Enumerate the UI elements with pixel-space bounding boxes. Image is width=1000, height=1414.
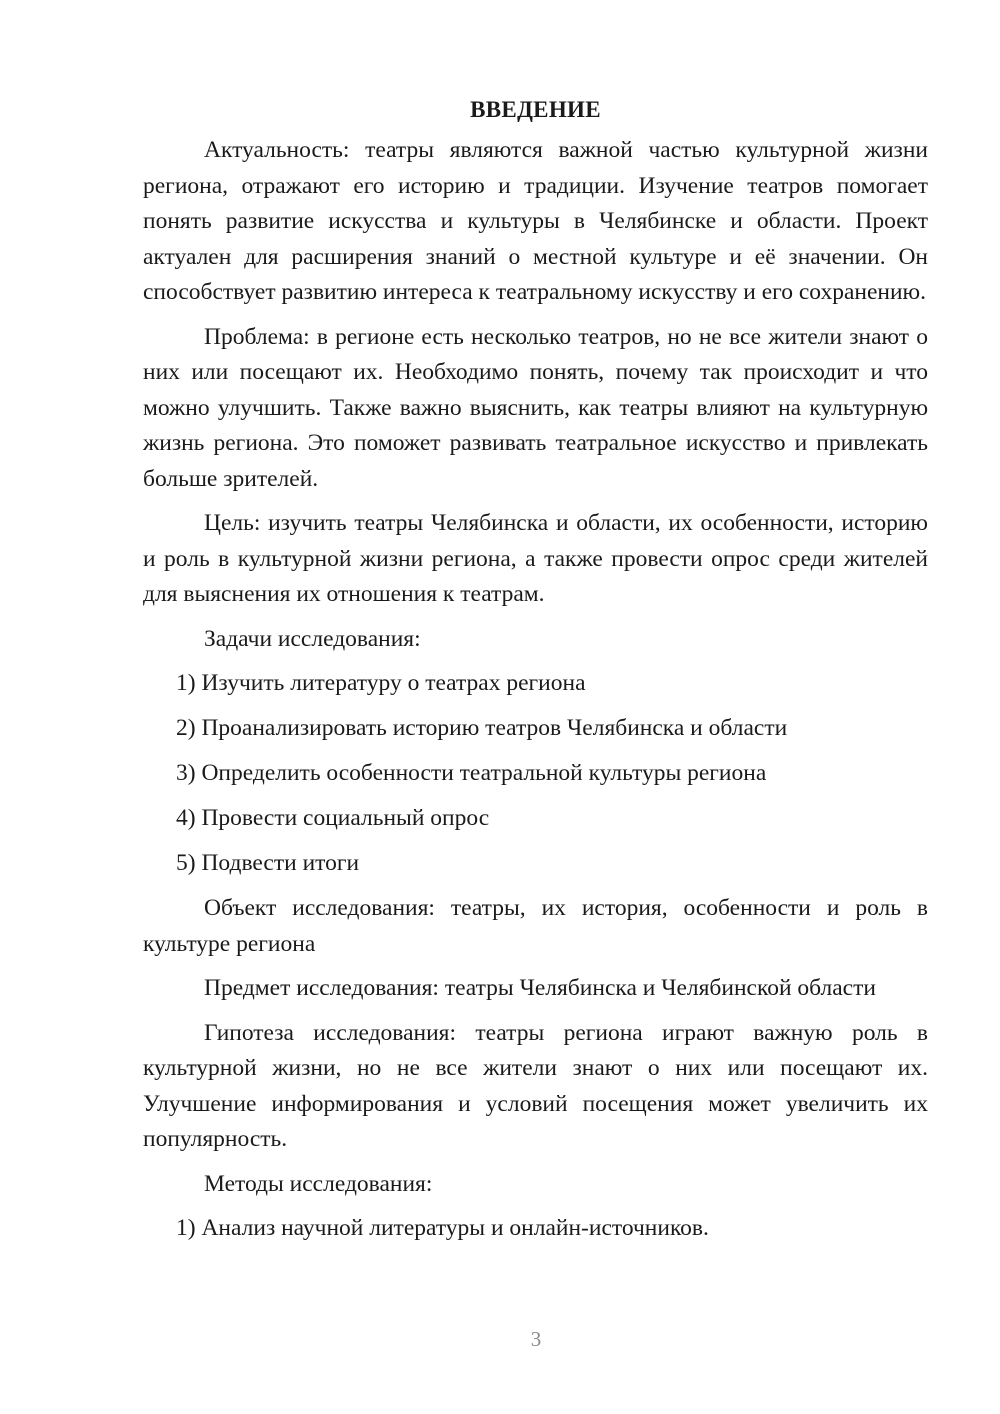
task-item: 4) Провести социальный опрос [176, 805, 490, 831]
tasks-list [143, 666, 928, 882]
method-item: 1) Анализ научной литературы и онлайн-источников. [176, 1215, 709, 1241]
object-paragraph: Объект исследования: театры, их история, особенности и роль в культуре региона [143, 895, 928, 957]
tasks-heading: Задачи исследования: [204, 625, 421, 652]
task-item: 3) Определить особенности театральной культуры региона [176, 760, 767, 786]
hypothesis-paragraph: Гипотеза исследования: театры региона играют важную роль в культурной жизни, но не все жители знают о них или посещают их. Улучшение информирования и условий посещения может увеличить их популярность. [143, 1019, 928, 1152]
page-title: ВВЕДЕНИЕ [470, 97, 601, 122]
problem-paragraph: Проблема: в регионе есть несколько театров, но не все жители знают о них или посещают их. Необходимо понять, почему так происходит и что можно улучшить. Также важно выяснить, как театры влияют на культурную жизнь региона. Это поможет развивать театральное искусство и привлекать больше зрителей. [143, 323, 928, 492]
goal-paragraph: Цель: изучить театры Челябинска и области, их особенности, историю и роль в культурной жизни региона, а также провести опрос среди жителей для выяснения их отношения к театрам. [143, 510, 928, 607]
task-item: 2) Проанализировать историю театров Челябинска и области [176, 715, 788, 741]
methods-heading: Методы исследования: [204, 1170, 433, 1197]
methods-list [143, 1211, 928, 1247]
task-item: 1) Изучить литературу о театрах региона [176, 670, 586, 696]
relevance-paragraph: Актуальность: театры являются важной частью культурной жизни региона, отражают его историю и традиции. Изучение театров помогает понять развитие искусства и культуры в Челябинске и области. Проект актуален для расширения знаний о местной культуре и её значении. Он способствует развитию интереса к театральному искусству и его сохранению. [143, 137, 928, 305]
page-content [143, 92, 928, 1256]
page-number: 3 [530, 1327, 542, 1351]
task-item: 5) Подвести итоги [176, 850, 360, 876]
subject-paragraph: Предмет исследования: театры Челябинска и Челябинской области [204, 975, 876, 1001]
